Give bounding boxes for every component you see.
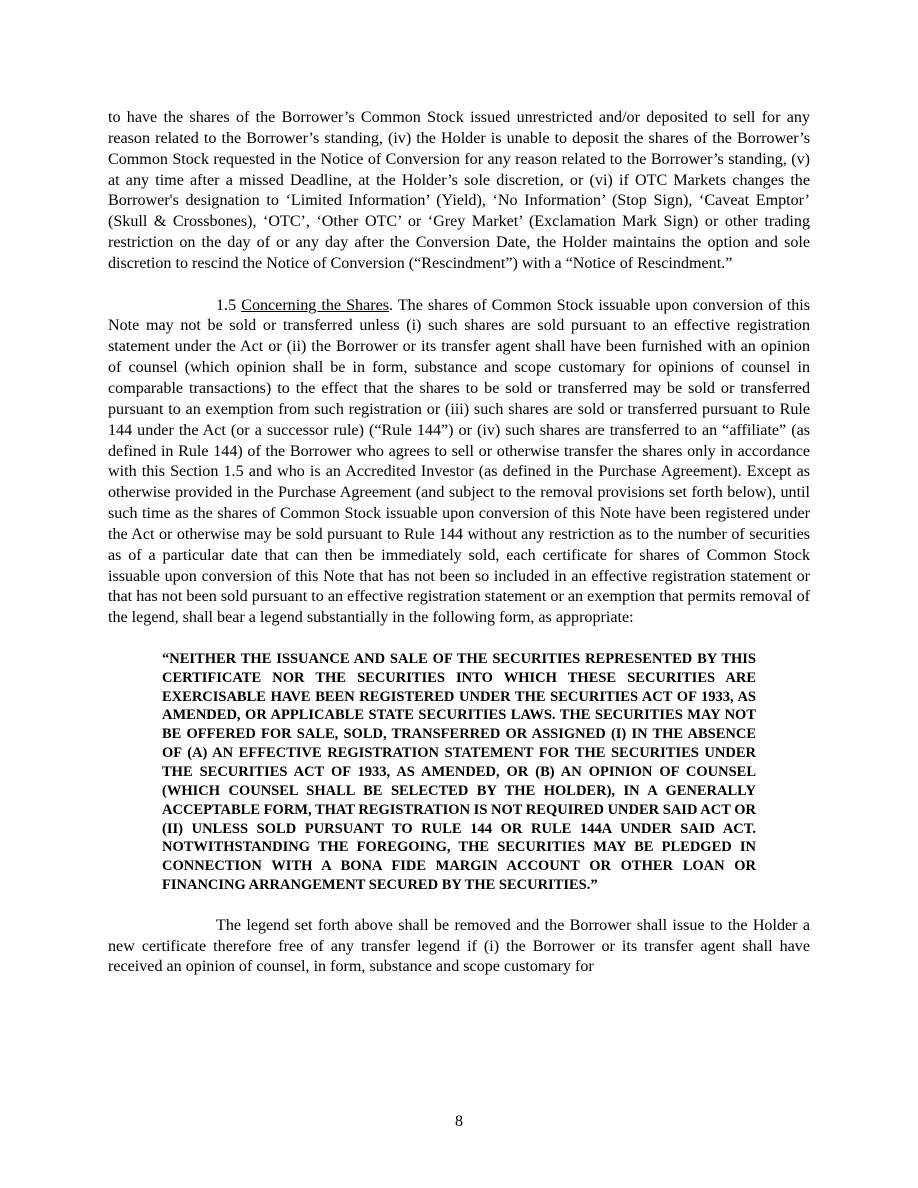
section-1-5-paragraph — [108, 296, 810, 630]
document-page — [108, 108, 810, 978]
paragraph-rescindment: to have the shares of the Borrower’s Common Stock issued unrestricted and/or deposited to sell for any reason related to the Borrower’s standing, (iv) the Holder is unable to deposit the shares of the Borrower’s Common Stock requested in the Notice of Conversion for any reason related to the Borrower’s standing, (v) at any time after a missed Deadline, at the Holder’s sole discretion, or (vi) if OTC Markets changes the Borrower's designation to ‘Limited Information’ (Yield), ‘No Information’ (Stop Sign), ‘Caveat Emptor’ (Skull & Crossbones), ‘OTC’, ‘Other OTC’ or ‘Grey Market’ (Exclamation Mark Sign) or other trading restriction on the day of or any day after the Conversion Date, the Holder maintains the option and sole discretion to rescind the Notice of Conversion (“Rescindment”) with a “Notice of Rescindment.” — [108, 109, 810, 272]
section-body: . The shares of Common Stock issuable upon conversion of this Note may not be sold or transferred unless (i) such shares are sold pursuant to an effective registration statement under the Act or (ii) the Borrower or its transfer agent shall have been furnished with an opinion of counsel (which opinion shall be in form, substance and scope customary for opinions of counsel in comparable transactions) to the effect that the shares to be sold or transferred may be sold or transferred pursuant to an exemption from such registration or (iii) such shares are sold or transferred pursuant to Rule 144 under the Act (or a successor rule) (“Rule 144”) or (iv) such shares are transferred to an “affiliate” (as defined in Rule 144) of the Borrower who agrees to sell or otherwise transfer the shares only in accordance with this Section 1.5 and who is an Accredited Investor (as defined in the Purchase Agreement). Except as otherwise provided in the Purchase Agreement (and subject to the removal provisions set forth below), until such time as the shares of Common Stock issuable upon conversion of this Note have been registered under the Act or otherwise may be sold pursuant to Rule 144 without any restriction as to the number of securities as of a particular date that can then be immediately sold, each certificate for shares of Common Stock issuable upon conversion of this Note that has not been so included in an effective registration statement or that has not been sold pursuant to an effective registration statement or an exemption that permits removal of the legend, shall bear a legend substantially in the following form, as appropriate: — [108, 296, 811, 627]
restrictive-legend: “NEITHER THE ISSUANCE AND SALE OF THE SECURITIES REPRESENTED BY THIS CERTIFICATE NOR THE SECURITIES INTO WHICH THESE SECURITIES ARE EXERCISABLE HAVE BEEN REGISTERED UNDER THE SECURITIES ACT OF 1933, AS AMENDED, OR APPLICABLE STATE SECURITIES LAWS. THE SECURITIES MAY NOT BE OFFERED FOR SALE, SOLD, TRANSFERRED OR ASSIGNED (I) IN THE ABSENCE OF (A) AN EFFECTIVE REGISTRATION STATEMENT FOR THE SECURITIES UNDER THE SECURITIES ACT OF 1933, AS AMENDED, OR (B) AN OPINION OF COUNSEL (WHICH COUNSEL SHALL BE SELECTED BY THE HOLDER), IN A GENERALLY ACCEPTABLE FORM, THAT REGISTRATION IS NOT REQUIRED UNDER SAID ACT OR (II) UNLESS SOLD PURSUANT TO RULE 144 OR RULE 144A UNDER SAID ACT. NOTWITHSTANDING THE FOREGOING, THE SECURITIES MAY BE PLEDGED IN CONNECTION WITH A BONA FIDE MARGIN ACCOUNT OR OTHER LOAN OR FINANCING ARRANGEMENT SECURED BY THE SECURITIES.” — [162, 650, 756, 894]
page-number: 8 — [455, 1113, 463, 1130]
paragraph-spacer — [108, 629, 810, 650]
paragraph-legend-removal: The legend set forth above shall be removed and the Borrower shall issue to the Holder a new certificate therefore free of any transfer legend if (i) the Borrower or its transfer agent shall have received an opinion of counsel, in form, substance and scope customary for — [108, 916, 810, 976]
section-heading: Concerning the Shares — [241, 296, 390, 314]
paragraph-spacer — [108, 895, 810, 916]
paragraph-spacer — [108, 275, 810, 296]
section-number: 1.5 — [216, 296, 237, 314]
